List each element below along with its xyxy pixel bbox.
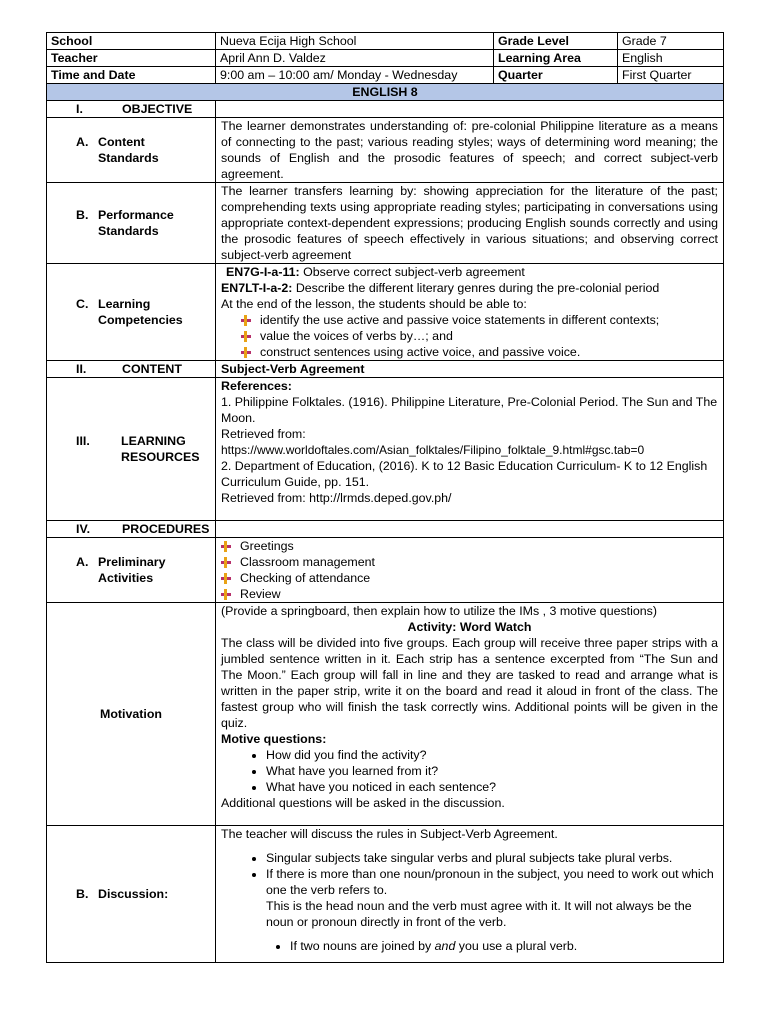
content-standards-label-1: Content <box>98 135 145 149</box>
list-item: value the voices of verbs by…; and <box>241 328 718 344</box>
list-item: Review <box>221 586 718 602</box>
resources-label-1: LEARNING <box>121 434 186 448</box>
content-standards-label-2: Standards <box>98 151 159 165</box>
content-standards-number: A. <box>76 135 89 149</box>
school-label: School <box>47 33 216 50</box>
arrow-bullet-icon <box>221 573 231 583</box>
resources-label-2: RESOURCES <box>121 450 200 464</box>
competency-code-1: EN7G-I-a-11: <box>226 265 300 279</box>
content-standards-text: The learner demonstrates understanding of: pre-colonial Philippine literature as a means of connecting to the past; various reading styles; ways of determining word meaning; the sounds of English and the prosodic features of speech; and correct subject-verb agreement. <box>216 118 724 183</box>
competencies-number: C. <box>76 297 89 311</box>
motive-questions-heading: Motive questions: <box>221 732 327 746</box>
subject-banner: ENGLISH 8 <box>47 84 724 101</box>
motivation-cell <box>216 603 724 826</box>
quarter-label: Quarter <box>494 67 618 84</box>
objective-empty-cell <box>216 101 724 118</box>
procedures-empty-cell <box>216 521 724 538</box>
list-item: • What have you noticed in each sentence? <box>266 779 718 795</box>
arrow-bullet-icon <box>241 347 251 357</box>
time-date-label: Time and Date <box>47 67 216 84</box>
preliminary-label-2: Activities <box>98 571 154 585</box>
list-item: construct sentences using active voice, and passive voice. <box>241 344 718 360</box>
discussion-label: Discussion: <box>98 887 169 901</box>
reference-1-url: https://www.worldoftales.com/Asian_folktales/Filipino_folktale_9.html#gsc.tab=0 <box>221 443 645 457</box>
competencies-label-1: Learning <box>98 297 151 311</box>
arrow-bullet-icon <box>241 331 251 341</box>
list-item: • If two nouns are joined by and you use a plural verb. <box>290 938 718 954</box>
motivation-label: Motivation <box>47 603 216 826</box>
competency-text-2: Describe the different literary genres during the pre-colonial period <box>292 281 660 295</box>
arrow-bullet-icon <box>221 589 231 599</box>
list-item: • How did you find the activity? <box>266 747 718 763</box>
competencies-label-2: Competencies <box>98 313 183 327</box>
reference-2-retrieved: Retrieved from: http://lrmds.deped.gov.ph/ <box>221 491 452 505</box>
resources-number: III. <box>76 434 90 448</box>
competency-code-2: EN7LT-I-a-2: <box>221 281 293 295</box>
learning-area-value: English <box>618 50 724 67</box>
list-item: Greetings <box>221 538 718 554</box>
content-label: CONTENT <box>122 362 182 376</box>
arrow-bullet-icon <box>241 315 251 325</box>
reference-2: 2. Department of Education, (2016). K to 12 Basic Education Curriculum- K to 12 English Curriculum Guide, pp. 151. <box>221 459 708 489</box>
learning-area-label: Learning Area <box>494 50 618 67</box>
lesson-plan-table <box>46 32 724 963</box>
preliminary-cell <box>216 538 724 603</box>
reference-1: 1. Philippine Folktales. (1916). Philippine Literature, Pre-Colonial Period. The Sun and The Moon. <box>221 395 718 425</box>
performance-standards-text: The learner transfers learning by: showing appreciation for the literature of the past; comprehending texts using appropriate reading styles; participating in conversations using appropriate context-dependent expressions; producing English sounds correctly and using the prosodic features of speech effectively in various situations; and observing correct subject-verb agreement <box>216 183 724 264</box>
lesson-plan-document <box>46 32 723 963</box>
teacher-label: Teacher <box>47 50 216 67</box>
performance-standards-label-2: Standards <box>98 224 159 238</box>
grade-level-label: Grade Level <box>494 33 618 50</box>
preliminary-label-1: Preliminary <box>98 555 166 569</box>
references-heading: References: <box>221 379 292 393</box>
list-item: identify the use active and passive voice statements in different contexts; <box>241 312 718 328</box>
grade-level-value: Grade 7 <box>618 33 724 50</box>
objective-label: OBJECTIVE <box>122 102 193 116</box>
content-value: Subject-Verb Agreement <box>216 361 724 378</box>
objective-number: I. <box>76 102 83 116</box>
motivation-text: The class will be divided into five groups. Each group will receive three paper strips with a jumbled sentence written in it. Each strip has a sentence excerpted from “The Sun and The Moon.” Each group will fall in line and they are tasked to read and arrange what is written in the paper strip, write it on the board and read it aloud in front of the class. The fastest group who will finish the task correctly wins. Additional points will be given in the quiz. <box>221 636 718 730</box>
motivation-closing: Additional questions will be asked in the discussion. <box>221 796 505 810</box>
procedures-number: IV. <box>76 522 91 536</box>
motivation-note: (Provide a springboard, then explain how to utilize the IMs , 3 motive questions) <box>221 604 657 618</box>
discussion-number: B. <box>76 887 89 901</box>
arrow-bullet-icon <box>221 557 231 567</box>
activity-title: Activity: Word Watch <box>407 620 532 634</box>
content-number: II. <box>76 362 87 376</box>
procedures-label: PROCEDURES <box>122 522 210 536</box>
time-date-value: 9:00 am – 10:00 am/ Monday - Wednesday <box>216 67 494 84</box>
list-item: • If there is more than one noun/pronoun in the subject, you need to work out which one the verb refers to. This is the head noun and the verb must agree with it. It will not always be the noun or pronoun directly in front of the verb. <box>266 866 718 930</box>
competencies-cell <box>216 264 724 361</box>
performance-standards-label-1: Performance <box>98 208 174 222</box>
competency-text-1: Observe correct subject-verb agreement <box>299 265 525 279</box>
discussion-cell <box>216 826 724 963</box>
preliminary-number: A. <box>76 555 89 569</box>
teacher-value: April Ann D. Valdez <box>216 50 494 67</box>
list-item: • What have you learned from it? <box>266 763 718 779</box>
competencies-intro: At the end of the lesson, the students should be able to: <box>221 297 527 311</box>
discussion-intro: The teacher will discuss the rules in Subject-Verb Agreement. <box>221 827 558 841</box>
performance-standards-number: B. <box>76 208 89 222</box>
arrow-bullet-icon <box>221 541 231 551</box>
quarter-value: First Quarter <box>618 67 724 84</box>
list-item: • Singular subjects take singular verbs and plural subjects take plural verbs. <box>266 850 718 866</box>
list-item: Checking of attendance <box>221 570 718 586</box>
reference-1-retrieved: Retrieved from: <box>221 427 306 441</box>
school-value: Nueva Ecija High School <box>216 33 494 50</box>
list-item: Classroom management <box>221 554 718 570</box>
resources-cell <box>216 378 724 521</box>
